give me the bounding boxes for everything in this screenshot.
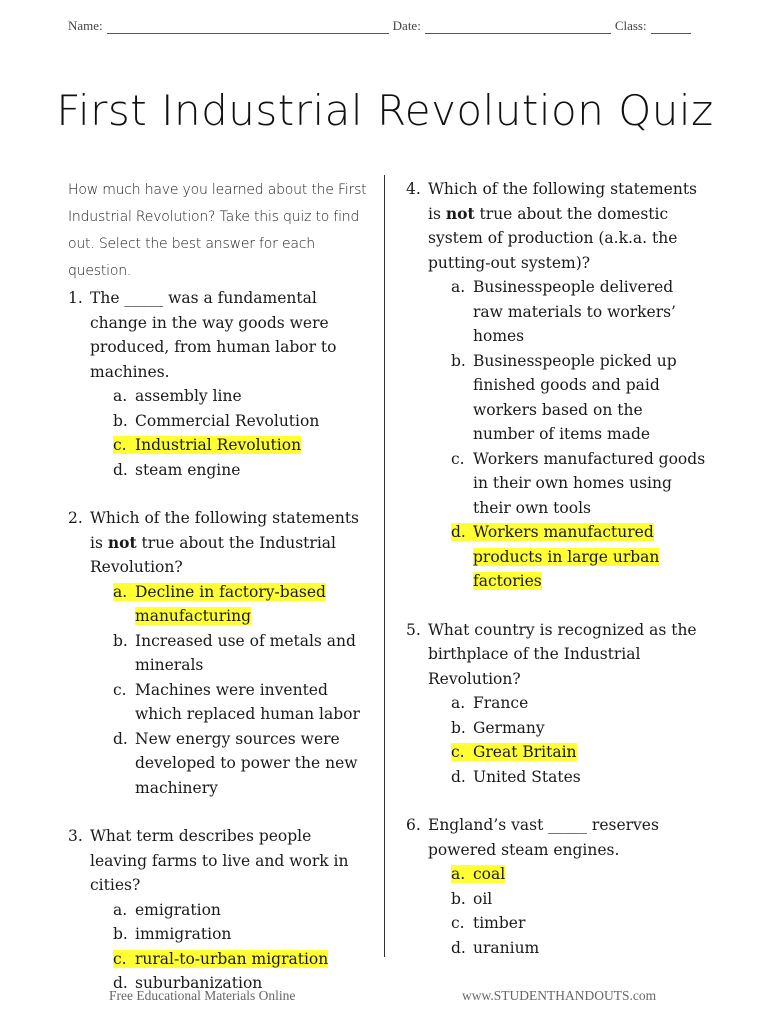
date-label: Date: xyxy=(392,18,421,33)
answer-option[interactable]: a. emigration xyxy=(113,900,221,919)
question-number: 2. xyxy=(68,509,83,527)
left-column xyxy=(68,286,368,1020)
answer-option[interactable]: a. France xyxy=(451,694,529,712)
answer-option[interactable]: b. Commercial Revolution xyxy=(113,411,320,430)
answer-option-correct[interactable]: c. rural-to-urban migration xyxy=(113,949,329,968)
answer-option[interactable]: b. immigration xyxy=(113,925,232,943)
answer-option-correct[interactable]: d. Workers manufactured products in large urban factories xyxy=(451,523,660,590)
answer-option[interactable]: d. suburbanization xyxy=(113,974,263,992)
answer-option[interactable]: c. timber xyxy=(451,914,526,932)
question-text: What term describes people leaving farms to live and work in cities? xyxy=(90,827,349,894)
question-number: 3. xyxy=(68,827,83,845)
question-number: 5. xyxy=(406,620,421,639)
question-5 xyxy=(406,618,706,790)
answer-option[interactable]: d. steam engine xyxy=(113,460,241,479)
question-number: 4. xyxy=(406,180,421,198)
question-3 xyxy=(68,824,368,996)
class-label: Class: xyxy=(614,18,647,33)
answer-option[interactable]: c. Workers manufactured goods in their own homes using their own tools xyxy=(451,449,706,517)
answer-option-correct[interactable]: c. Great Britain xyxy=(451,743,577,761)
question-6 xyxy=(406,813,706,960)
answer-option[interactable]: d. New energy sources were developed to power the new machinery xyxy=(113,729,358,797)
answer-option[interactable]: a. Businesspeople delivered raw materials to workers’ homes xyxy=(451,278,676,345)
question-text: The _____ was a fundamental change in the way goods were produced, from human labor to machines. xyxy=(90,289,337,381)
question-1 xyxy=(68,286,368,482)
date-field[interactable] xyxy=(425,20,611,34)
answer-option[interactable]: d. uranium xyxy=(451,938,540,957)
answer-option[interactable]: a. assembly line xyxy=(113,387,242,405)
answer-option[interactable]: c. Machines were invented which replaced human labor xyxy=(113,680,360,723)
question-text: England’s vast _____ reserves powered steam engines. xyxy=(428,816,659,859)
name-label: Name: xyxy=(68,18,103,33)
answer-option-correct[interactable]: a. Decline in factory-based manufacturing xyxy=(113,582,326,625)
footer-website-link[interactable]: www.STUDENTHANDOUTS.com xyxy=(462,988,657,1003)
page-title: First Industrial Revolution Quiz xyxy=(56,86,714,135)
quiz-intro: How much have you learned about the First Industrial Revolution? Take this quiz to find out. Select the best answer for each question. xyxy=(68,182,367,279)
answer-option[interactable]: b. oil xyxy=(451,889,493,908)
answer-option[interactable]: b. Increased use of metals and minerals xyxy=(113,631,356,674)
question-4 xyxy=(406,177,706,594)
question-text: What country is recognized as the birthplace of the Industrial Revolution? xyxy=(428,620,697,688)
answer-option-correct[interactable]: a. coal xyxy=(451,865,506,883)
answer-option-correct[interactable]: c. Industrial Revolution xyxy=(113,436,302,454)
column-divider xyxy=(384,175,385,957)
question-number: 6. xyxy=(406,816,421,834)
name-field[interactable] xyxy=(107,20,389,34)
question-number: 1. xyxy=(68,289,83,307)
right-column xyxy=(406,177,706,984)
footer-left-text: Free Educational Materials Online xyxy=(109,988,296,1003)
answer-option[interactable]: b. Germany xyxy=(451,718,545,737)
answer-option[interactable]: d. United States xyxy=(451,767,581,786)
question-text: Which of the following statements is not true about the domestic system of production (a.k.a. the putting-out system)? xyxy=(428,180,698,272)
student-info-header xyxy=(68,18,704,34)
class-field[interactable] xyxy=(651,20,691,34)
answer-option[interactable]: b. Businesspeople picked up finished goods and paid workers based on the number of items made xyxy=(451,351,677,443)
question-2 xyxy=(68,506,368,800)
question-text: Which of the following statements is not true about the Industrial Revolution? xyxy=(90,509,360,576)
